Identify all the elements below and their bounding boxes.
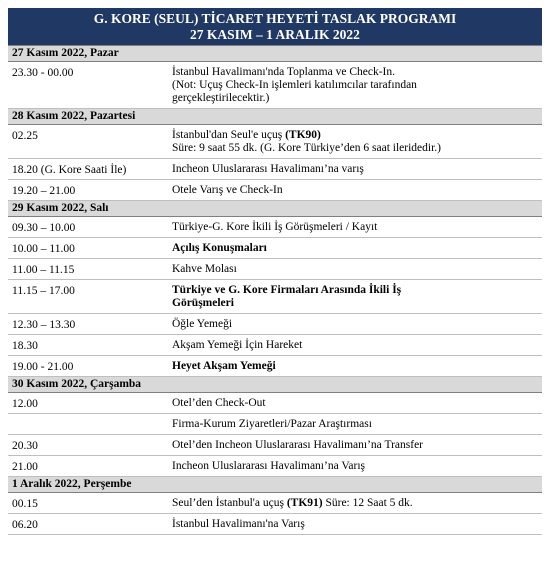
event-description-line: Akşam Yemeği İçin Hareket (172, 339, 303, 351)
event-time: 12.00 (8, 393, 168, 414)
event-time: 06.20 (8, 514, 168, 535)
event-time: 11.15 – 17.00 (8, 280, 168, 314)
event-time: 20.30 (8, 435, 168, 456)
event-description-line: Öğle Yemeği (172, 318, 233, 330)
day-header-row (8, 201, 542, 217)
event-time: 09.30 – 10.00 (8, 217, 168, 238)
event-description (168, 259, 542, 280)
event-time: 19.20 – 21.00 (8, 180, 168, 201)
event-description-line: Açılış Konuşmaları (172, 242, 267, 254)
program-title-line2: 27 KASIM – 1 ARALIK 2022 (190, 27, 360, 42)
day-label: 27 Kasım 2022, Pazar (8, 46, 542, 62)
event-description-line: Incheon Uluslararası Havalimanı’na varış (172, 163, 364, 175)
event-description-line: (Not: Uçuş Check-In işlemleri katılımcılar tarafından (172, 79, 417, 91)
event-description (168, 356, 542, 377)
event-description-line: Süre: 9 saat 55 dk. (G. Kore Türkiye’den 6 saat ileridedir.) (172, 142, 442, 154)
event-time: 19.00 - 21.00 (8, 356, 168, 377)
schedule-row (8, 435, 542, 456)
schedule-row (8, 125, 542, 159)
event-description-line: Firma-Kurum Ziyaretleri/Pazar Araştırması (172, 418, 372, 430)
event-description-line: Heyet Akşam Yemeği (172, 360, 276, 372)
day-label: 1 Aralık 2022, Perşembe (8, 477, 542, 493)
event-description-line: Türkiye-G. Kore İkili İş Görüşmeleri / Kayıt (172, 221, 378, 233)
event-description (168, 393, 542, 414)
event-description (168, 217, 542, 238)
event-description-line: Türkiye ve G. Kore Firmaları Arasında İkili İş (172, 284, 402, 296)
event-time: 21.00 (8, 456, 168, 477)
event-description (168, 514, 542, 535)
day-header-row (8, 377, 542, 393)
event-description-line: Görüşmeleri (172, 297, 234, 309)
event-description (168, 414, 542, 435)
schedule-row (8, 335, 542, 356)
flight-code: (TK90) (285, 129, 321, 141)
schedule-row (8, 493, 542, 514)
day-header-row (8, 477, 542, 493)
program-document (8, 8, 542, 535)
event-description (168, 335, 542, 356)
event-description (168, 125, 542, 159)
event-description (168, 280, 542, 314)
day-label: 30 Kasım 2022, Çarşamba (8, 377, 542, 393)
event-description (168, 62, 542, 109)
schedule-row (8, 217, 542, 238)
event-description-line: Kahve Molası (172, 263, 237, 275)
event-description-line: Otele Varış ve Check-In (172, 184, 283, 196)
schedule-table (8, 45, 542, 535)
event-description (168, 180, 542, 201)
flight-code: (TK91) (286, 497, 323, 509)
event-time: 18.30 (8, 335, 168, 356)
day-label: 29 Kasım 2022, Salı (8, 201, 542, 217)
event-description-line: İstanbul Havalimanı'nda Toplanma ve Check-In. (172, 66, 396, 78)
schedule-row (8, 259, 542, 280)
event-description (168, 493, 542, 514)
event-description (168, 238, 542, 259)
schedule-row (8, 314, 542, 335)
schedule-row (8, 238, 542, 259)
event-description (168, 456, 542, 477)
event-description-line: Otel’den Incheon Uluslararası Havalimanı’na Transfer (172, 439, 424, 451)
event-description (168, 159, 542, 180)
event-description-line: İstanbul'dan Seul'e uçuş (TK90) (172, 129, 321, 141)
event-description-line: İstanbul Havalimanı'na Varış (172, 518, 305, 530)
event-description-line: Incheon Uluslararası Havalimanı’na Varış (172, 460, 365, 472)
event-time: 23.30 - 00.00 (8, 62, 168, 109)
event-description (168, 314, 542, 335)
event-time: 18.20 (G. Kore Saati İle) (8, 159, 168, 180)
schedule-row (8, 393, 542, 414)
event-time: 00.15 (8, 493, 168, 514)
schedule-row (8, 62, 542, 109)
schedule-row (8, 514, 542, 535)
schedule-row (8, 456, 542, 477)
schedule-row (8, 414, 542, 435)
event-time: 12.30 – 13.30 (8, 314, 168, 335)
day-label: 28 Kasım 2022, Pazartesi (8, 109, 542, 125)
day-header-row (8, 109, 542, 125)
event-time: 02.25 (8, 125, 168, 159)
event-description-line: gerçekleştirilecektir.) (172, 92, 270, 104)
schedule-row (8, 180, 542, 201)
event-description-line: Seul’den İstanbul'a uçuş (TK91) Süre: 12 Saat 5 dk. (172, 497, 413, 509)
event-description (168, 435, 542, 456)
schedule-row (8, 356, 542, 377)
program-title (8, 8, 542, 45)
event-description-line: Otel’den Check-Out (172, 397, 266, 409)
schedule-row (8, 159, 542, 180)
event-time: 11.00 – 11.15 (8, 259, 168, 280)
schedule-row (8, 280, 542, 314)
event-time (8, 414, 168, 435)
day-header-row (8, 46, 542, 62)
event-time: 10.00 – 11.00 (8, 238, 168, 259)
program-title-line1: G. KORE (SEUL) TİCARET HEYETİ TASLAK PROGRAMI (93, 11, 457, 26)
